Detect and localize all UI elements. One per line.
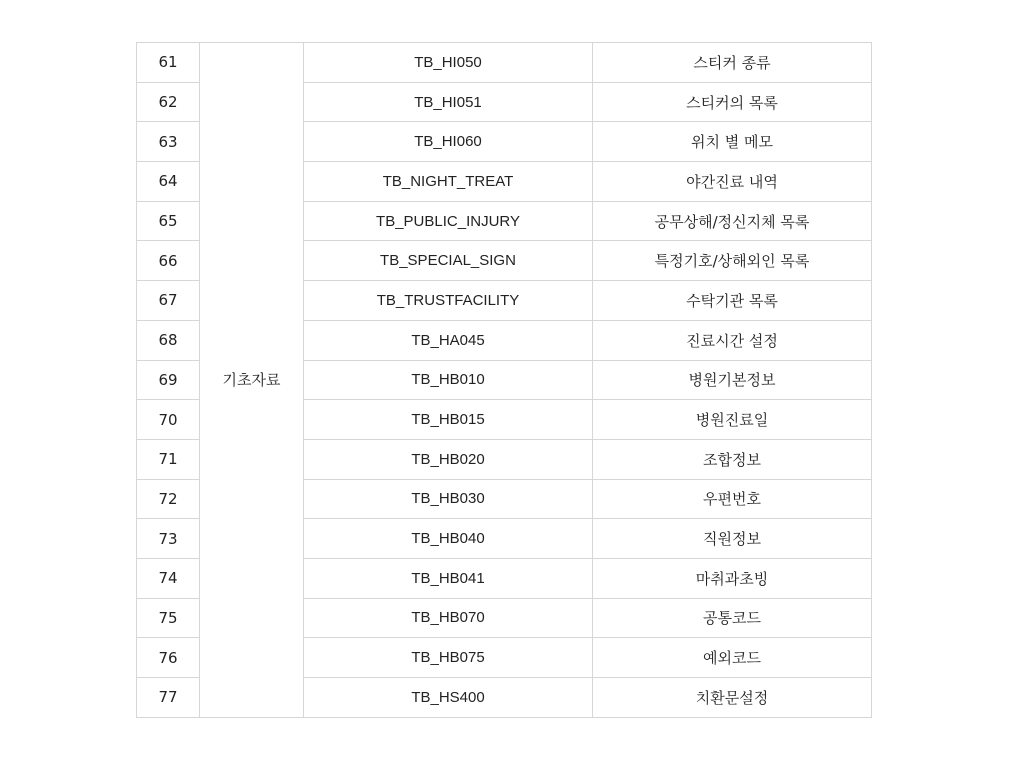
table-name: TB_HB030 — [304, 479, 593, 519]
table-description: 병원기본정보 — [593, 360, 872, 400]
table-name: TB_HB015 — [304, 400, 593, 440]
row-number: 64 — [137, 162, 200, 202]
table-description: 스티커 종류 — [593, 43, 872, 83]
row-number: 73 — [137, 519, 200, 559]
table-name: TB_HB040 — [304, 519, 593, 559]
row-number: 77 — [137, 678, 200, 718]
row-number: 74 — [137, 558, 200, 598]
row-number: 72 — [137, 479, 200, 519]
table-name: TB_HA045 — [304, 320, 593, 360]
table-description: 병원진료일 — [593, 400, 872, 440]
row-number: 62 — [137, 82, 200, 122]
table-description: 위치 별 메모 — [593, 122, 872, 162]
category-cell: 기초자료 — [200, 43, 304, 718]
row-number: 67 — [137, 281, 200, 321]
table-description: 예외코드 — [593, 638, 872, 678]
table-body — [137, 43, 872, 718]
row-number: 75 — [137, 598, 200, 638]
table-name: TB_HB075 — [304, 638, 593, 678]
table-name: TB_HS400 — [304, 678, 593, 718]
table-description: 직원정보 — [593, 519, 872, 559]
table-description: 수탁기관 목록 — [593, 281, 872, 321]
row-number: 70 — [137, 400, 200, 440]
table-name: TB_PUBLIC_INJURY — [304, 201, 593, 241]
table-name: TB_TRUSTFACILITY — [304, 281, 593, 321]
row-number: 63 — [137, 122, 200, 162]
table-description: 마취과초빙 — [593, 558, 872, 598]
table-description: 스티커의 목록 — [593, 82, 872, 122]
table-name: TB_NIGHT_TREAT — [304, 162, 593, 202]
row-number: 66 — [137, 241, 200, 281]
table-description: 공통코드 — [593, 598, 872, 638]
row-number: 76 — [137, 638, 200, 678]
table-description: 우편번호 — [593, 479, 872, 519]
table-description: 공무상해/정신지체 목록 — [593, 201, 872, 241]
row-number: 71 — [137, 439, 200, 479]
row-number: 61 — [137, 43, 200, 83]
row-number: 65 — [137, 201, 200, 241]
table-description: 치환문설정 — [593, 678, 872, 718]
table-description: 조합정보 — [593, 439, 872, 479]
table-list — [136, 42, 872, 718]
table-name: TB_HI050 — [304, 43, 593, 83]
table-name: TB_SPECIAL_SIGN — [304, 241, 593, 281]
table-description: 특정기호/상해외인 목록 — [593, 241, 872, 281]
table-name: TB_HI051 — [304, 82, 593, 122]
table-name: TB_HB070 — [304, 598, 593, 638]
table-description: 야간진료 내역 — [593, 162, 872, 202]
table-description: 진료시간 설정 — [593, 320, 872, 360]
table-name: TB_HI060 — [304, 122, 593, 162]
table-name: TB_HB010 — [304, 360, 593, 400]
row-number: 69 — [137, 360, 200, 400]
row-number: 68 — [137, 320, 200, 360]
table-row — [137, 43, 872, 83]
table-name: TB_HB020 — [304, 439, 593, 479]
table-name: TB_HB041 — [304, 558, 593, 598]
